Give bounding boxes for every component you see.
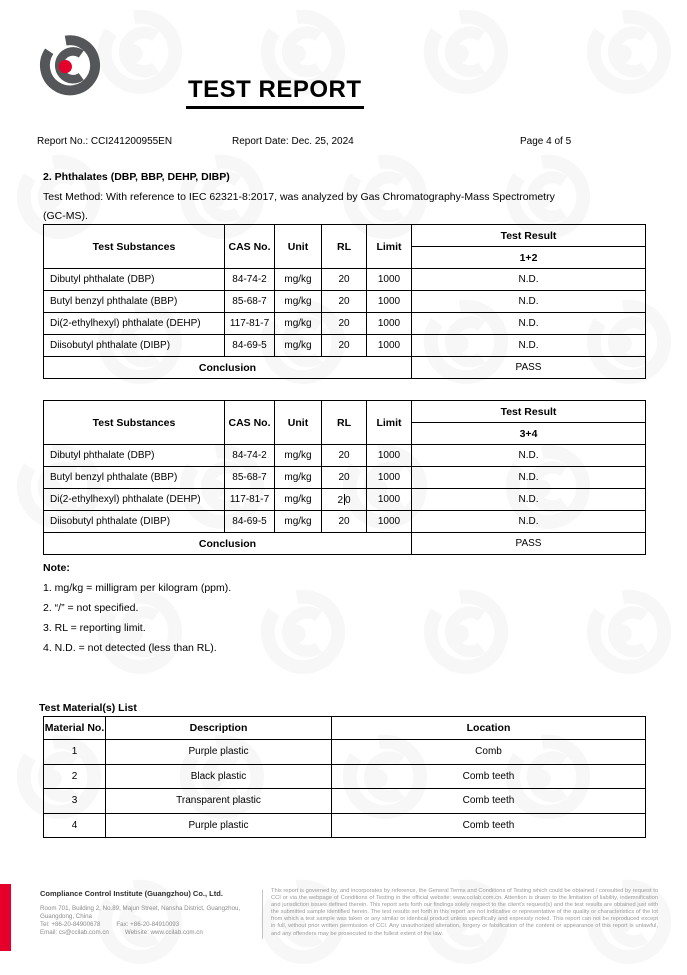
material-no-cell: 2 (44, 764, 106, 789)
report-date: Report Date: Dec. 25, 2024 (232, 136, 354, 147)
footer-contact-block (40, 905, 260, 937)
table-row (44, 740, 646, 765)
results-table-samples-3-4 (43, 400, 646, 555)
footer-address-line: Room 701, Building 2, No.89, Majun Street, Nansha District, Guangzhou, (40, 905, 241, 912)
col-header-rl: RL (322, 225, 367, 269)
result-cell: N.D. (412, 335, 646, 357)
col-header-limit: Limit (367, 401, 412, 445)
unit-cell: mg/kg (275, 511, 322, 533)
substance-cell: Dibutyl phthalate (DBP) (44, 269, 225, 291)
table-row (44, 269, 646, 291)
limit-cell: 1000 (367, 313, 412, 335)
table-row (44, 467, 646, 489)
footer-email: Email: cs@ccilab.com.cn (40, 929, 109, 936)
cci-logo-icon (37, 28, 103, 100)
test-method-line: (GC-MS). (43, 210, 88, 222)
cas-cell: 117-81-7 (225, 313, 275, 335)
rl-cell: 20 (322, 313, 367, 335)
conclusion-row (44, 357, 646, 379)
footer-fax: Fax: +86-20-84910093 (116, 921, 180, 928)
limit-cell: 1000 (367, 291, 412, 313)
footer-company-name: Compliance Control Institute (Guangzhou) Co., Ltd. (40, 889, 223, 898)
note-item: 1. mg/kg = milligram per kilogram (ppm). (43, 582, 232, 594)
limit-cell: 1000 (367, 467, 412, 489)
result-cell: N.D. (412, 269, 646, 291)
col-header-cas: CAS No. (225, 401, 275, 445)
note-heading: Note: (43, 562, 70, 574)
section-heading: 2. Phthalates (DBP, BBP, DEHP, DIBP) (43, 171, 230, 183)
substance-cell: Diisobutyl phthalate (DIBP) (44, 511, 225, 533)
col-header-result: Test Result (412, 401, 646, 423)
limit-cell: 1000 (367, 269, 412, 291)
rl-cell: 20 (322, 467, 367, 489)
table-row (44, 445, 646, 467)
material-no-cell: 4 (44, 813, 106, 838)
result-cell: N.D. (412, 467, 646, 489)
col-header-substances: Test Substances (44, 225, 225, 269)
table-row (44, 291, 646, 313)
table-row (44, 313, 646, 335)
conclusion-value: PASS (412, 533, 646, 555)
substance-cell: Dibutyl phthalate (DBP) (44, 445, 225, 467)
substance-cell: Butyl benzyl phthalate (BBP) (44, 291, 225, 313)
logo-watermark (418, 0, 514, 105)
limit-cell: 1000 (367, 445, 412, 467)
cas-cell: 85-68-7 (225, 291, 275, 313)
result-cell: N.D. (412, 445, 646, 467)
materials-list-heading: Test Material(s) List (39, 702, 137, 714)
rl-cell: 20 (322, 511, 367, 533)
result-group-label: 3+4 (412, 423, 646, 445)
page-indicator: Page 4 of 5 (520, 136, 572, 147)
result-group-label: 1+2 (412, 247, 646, 269)
rl-cell: 20 (322, 445, 367, 467)
footer-address-line: Guangdong, China (40, 913, 92, 920)
report-number: Report No.: CCI241200955EN (37, 136, 173, 147)
col-header-cas: CAS No. (225, 225, 275, 269)
text-caret (344, 494, 345, 505)
logo-watermark (581, 0, 677, 105)
description-cell: Purple plastic (106, 813, 332, 838)
col-header-material-no: Material No. (44, 717, 106, 740)
table-header-row (44, 717, 646, 740)
location-cell: Comb teeth (332, 764, 646, 789)
unit-cell: mg/kg (275, 467, 322, 489)
table-row (44, 511, 646, 533)
location-cell: Comb teeth (332, 789, 646, 814)
results-table-samples-1-2 (43, 224, 646, 379)
col-header-rl: RL (322, 401, 367, 445)
limit-cell: 1000 (367, 335, 412, 357)
substance-cell: Diisobutyl phthalate (DIBP) (44, 335, 225, 357)
materials-table (43, 716, 646, 838)
footer-disclaimer-text: This report is governed by, and incorporates by reference, the General Terms and Conditions of Testing which could be obtained / consulted by request to CCI or via the webpage of Conditions of Testing in the official website: www.ccilab.com.cn. Attention is drawn to the limitation of liability, indemnification and jurisdiction issues defined therein. This report sets forth our findings solely respect to the client's request(s) and the test results are obtained just with the submitted sample identified herein. The test results set forth in this report are not indicative or representative of the quality or characteristics of the lot from which a test sample was taken or any similar or identical product unless specifically and expressly noted. This report can not be reproduced except in full, without prior written permission of CCI. Any unauthorized alteration, forgery or falsification of the content or appearance of this report is unlawful, and any offenders may be prosecuted to the fullest extent of the law. (271, 888, 658, 937)
unit-cell: mg/kg (275, 445, 322, 467)
cas-cell: 84-74-2 (225, 269, 275, 291)
limit-cell: 1000 (367, 511, 412, 533)
footer-website: Website: www.ccilab.com.cn (124, 929, 203, 936)
logo-watermark (581, 580, 677, 685)
note-item: 2. “/” = not specified. (43, 602, 139, 614)
col-header-unit: Unit (275, 225, 322, 269)
limit-cell: 1000 (367, 489, 412, 511)
cas-cell: 84-69-5 (225, 511, 275, 533)
footer-divider (262, 890, 263, 939)
result-cell: N.D. (412, 313, 646, 335)
conclusion-value: PASS (412, 357, 646, 379)
result-cell: N.D. (412, 291, 646, 313)
location-cell: Comb (332, 740, 646, 765)
conclusion-label: Conclusion (44, 533, 412, 555)
location-cell: Comb teeth (332, 813, 646, 838)
logo-watermark (418, 580, 514, 685)
table-row (44, 789, 646, 814)
note-item: 4. N.D. = not detected (less than RL). (43, 642, 217, 654)
rl-cell-with-caret: 2 0 (322, 489, 367, 511)
cas-cell: 84-69-5 (225, 335, 275, 357)
substance-cell: Di(2-ethylhexyl) phthalate (DEHP) (44, 313, 225, 335)
col-header-description: Description (106, 717, 332, 740)
cas-cell: 85-68-7 (225, 467, 275, 489)
unit-cell: mg/kg (275, 291, 322, 313)
table-row (44, 764, 646, 789)
conclusion-label: Conclusion (44, 357, 412, 379)
description-cell: Black plastic (106, 764, 332, 789)
table-row (44, 489, 646, 511)
note-item: 3. RL = reporting limit. (43, 622, 146, 634)
substance-cell: Butyl benzyl phthalate (BBP) (44, 467, 225, 489)
unit-cell: mg/kg (275, 335, 322, 357)
col-header-unit: Unit (275, 401, 322, 445)
col-header-substances: Test Substances (44, 401, 225, 445)
cas-cell: 84-74-2 (225, 445, 275, 467)
footer-accent-bar (0, 884, 11, 951)
conclusion-row (44, 533, 646, 555)
footer-tel: Tel: +86-20-84900678 (40, 921, 101, 928)
rl-cell: 20 (322, 335, 367, 357)
col-header-limit: Limit (367, 225, 412, 269)
result-cell: N.D. (412, 489, 646, 511)
unit-cell: mg/kg (275, 313, 322, 335)
table-row (44, 813, 646, 838)
substance-cell: Di(2-ethylhexyl) phthalate (DEHP) (44, 489, 225, 511)
table-header-row (44, 401, 646, 423)
description-cell: Purple plastic (106, 740, 332, 765)
col-header-result: Test Result (412, 225, 646, 247)
material-no-cell: 1 (44, 740, 106, 765)
logo-watermark (92, 0, 188, 105)
rl-cell: 20 (322, 291, 367, 313)
unit-cell: mg/kg (275, 489, 322, 511)
logo-watermark (255, 580, 351, 685)
table-row (44, 335, 646, 357)
page-title: TEST REPORT (186, 76, 364, 109)
description-cell: Transparent plastic (106, 789, 332, 814)
rl-cell: 20 (322, 269, 367, 291)
result-cell: N.D. (412, 511, 646, 533)
material-no-cell: 3 (44, 789, 106, 814)
col-header-location: Location (332, 717, 646, 740)
cas-cell: 117-81-7 (225, 489, 275, 511)
test-method-line: Test Method: With reference to IEC 62321-8:2017, was analyzed by Gas Chromatography-Mass Spectrometry (43, 191, 555, 203)
unit-cell: mg/kg (275, 269, 322, 291)
table-header-row (44, 225, 646, 247)
